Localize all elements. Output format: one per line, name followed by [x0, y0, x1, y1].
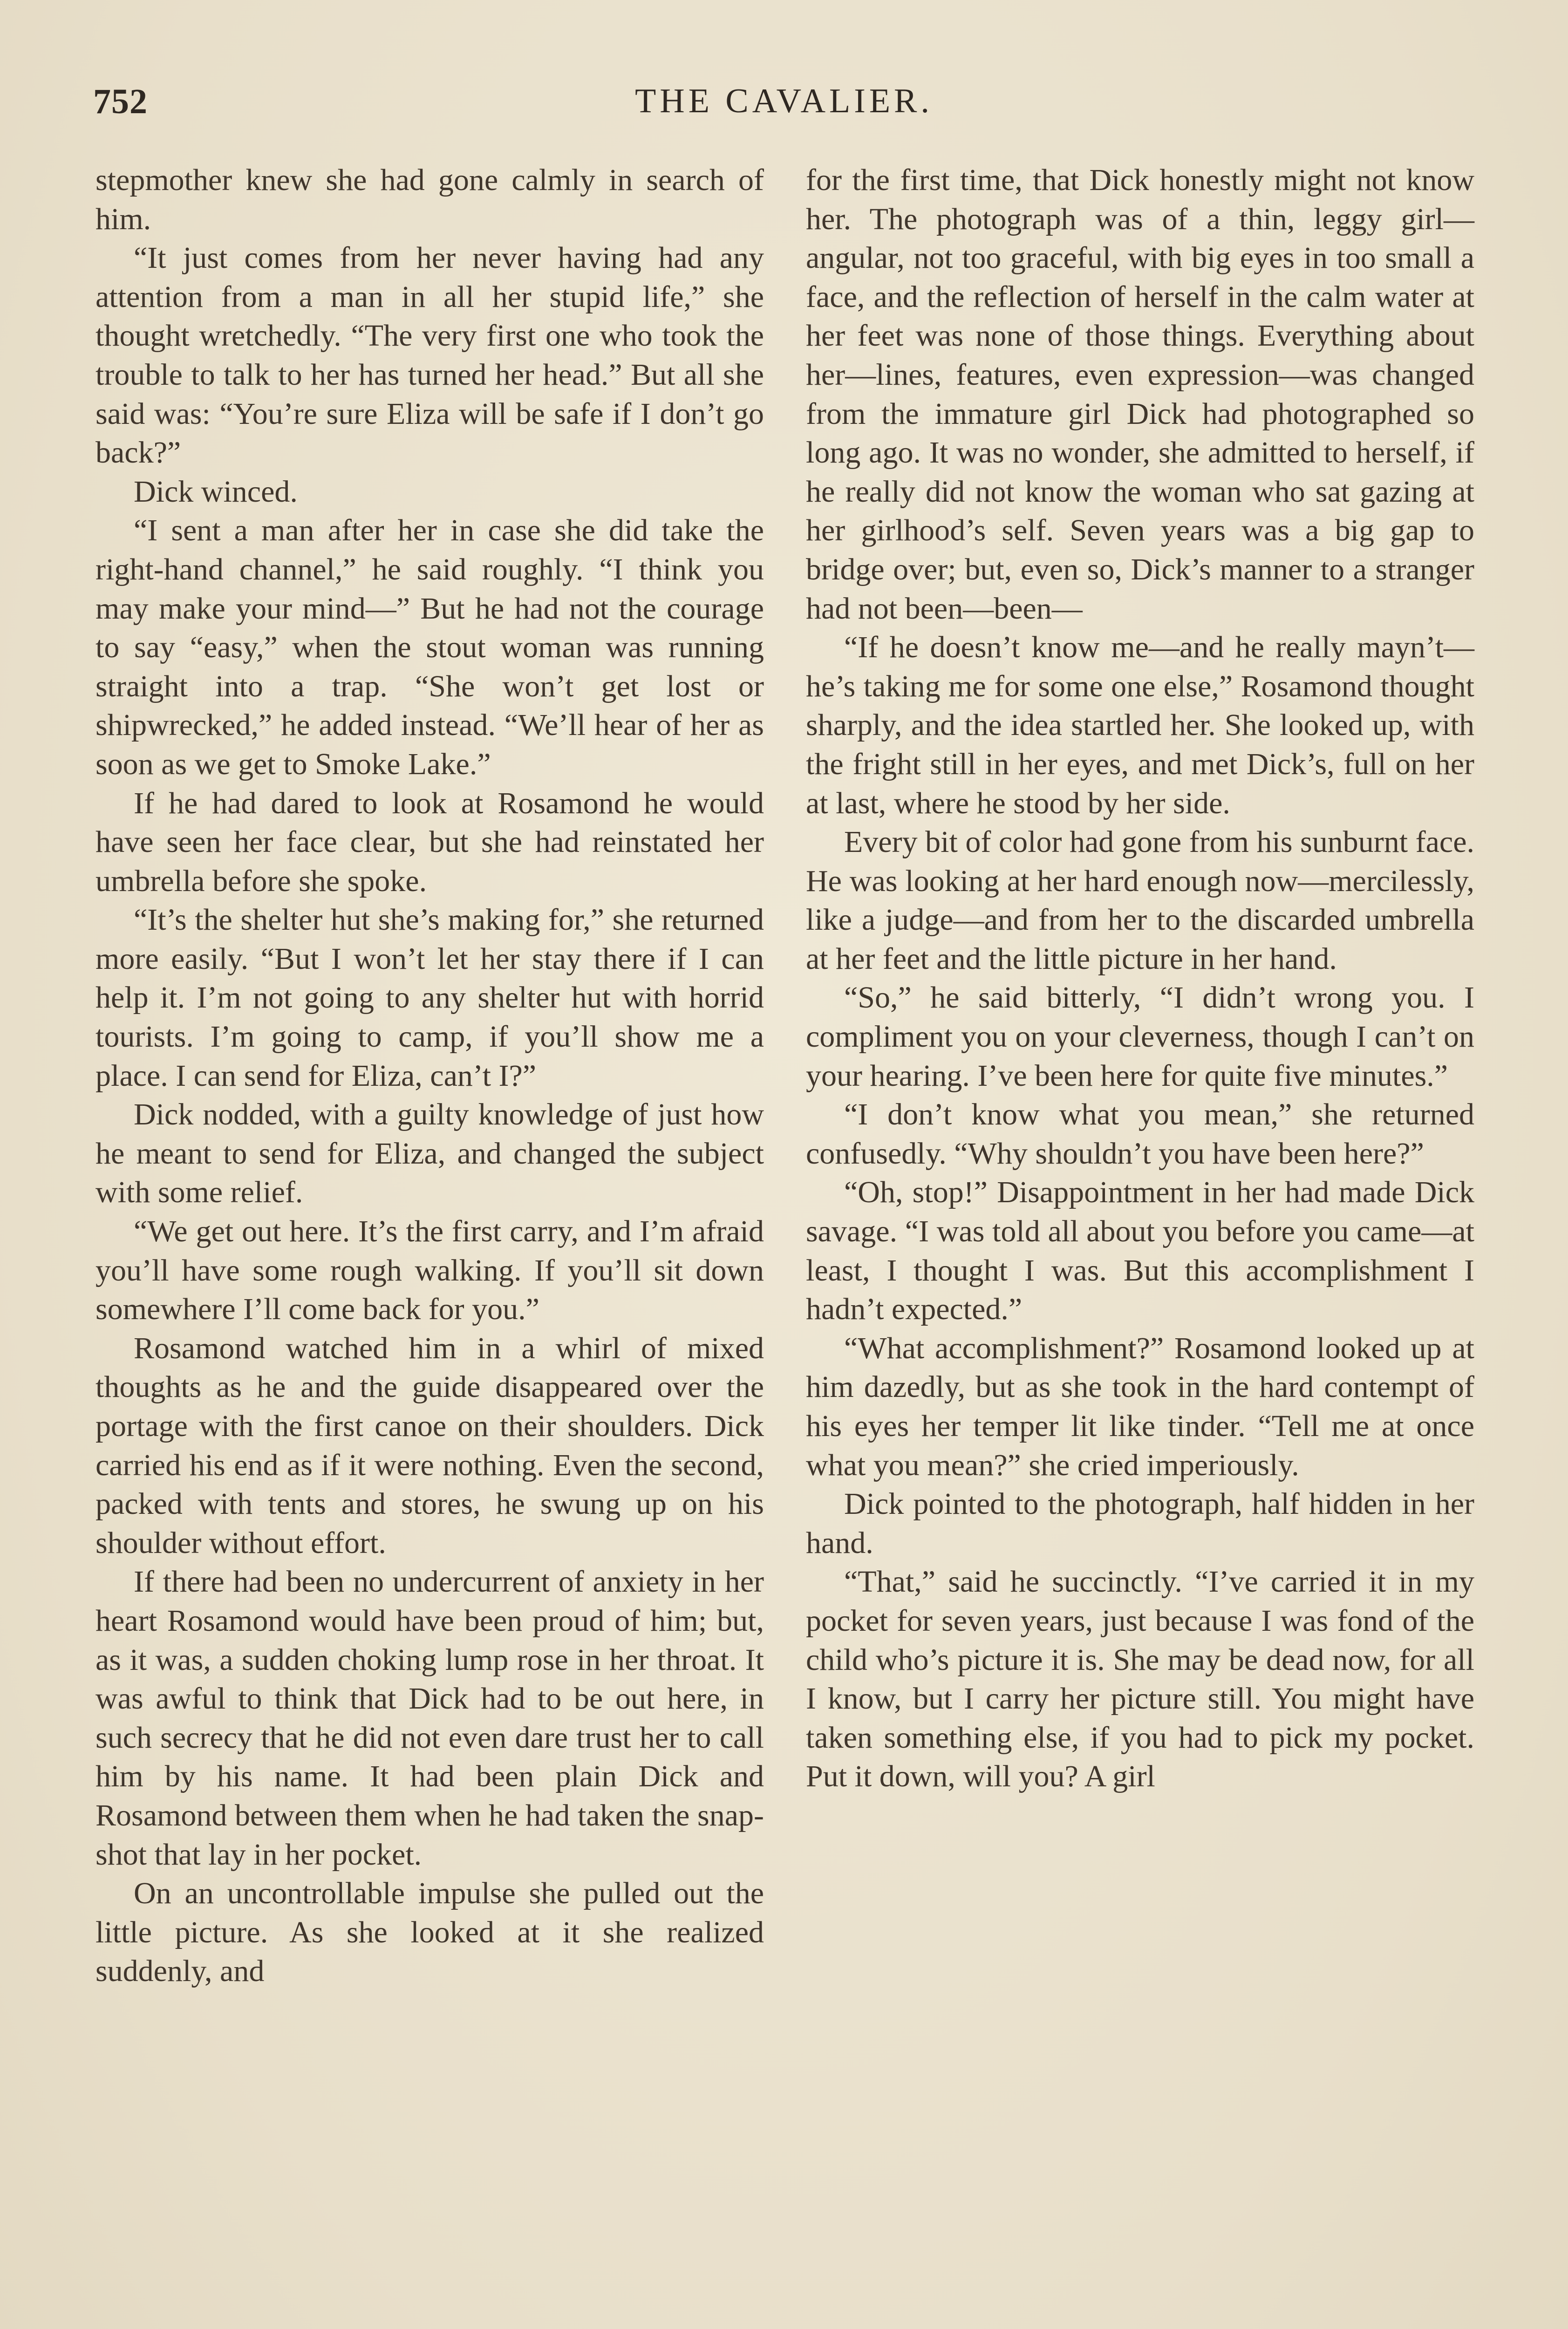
running-head: THE CAVALIER. [635, 82, 933, 120]
paragraph: “I sent a man after her in case she did take the right-hand channel,” he said roughly. “I think you may make your mind—” But he had not the courage to say “easy,” when the stout woman was running straight into a trap. “She won’t get lost or shipwrecked,” he added instead. “We’ll hear of her as soon as we get to Smoke Lake.” [95, 513, 764, 781]
paragraph: On an uncontrollable impulse she pulled out the little picture. As she looked at it she realized suddenly, and [95, 1876, 764, 1989]
paragraph: “What accomplishment?” Rosamond looked up at him dazedly, but as she took in the hard contempt of his eyes her temper lit like tinder. “Tell me at once what you mean?” she cried imperiously. [806, 1331, 1474, 1482]
right-column [806, 161, 1474, 1796]
paragraph: “It’s the shelter hut she’s making for,” she returned more easily. “But I won’t let her stay there if I can help it. I’m not going to any shelter hut with horrid tourists. I’m going to camp, if you’ll show me a place. I can send for Eliza, can’t I?” [95, 903, 764, 1093]
paragraph: Dick pointed to the photograph, half hidden in her hand. [806, 1487, 1474, 1560]
page-number: 752 [93, 82, 148, 121]
paragraph: stepmother knew she had gone calmly in search of him. [95, 163, 764, 236]
paragraph: Every bit of color had gone from his sunburnt face. He was looking at her hard enough now—mercilessly, like a judge—and from her to the discarded umbrella at her feet and the little picture in her hand. [806, 825, 1474, 976]
paragraph: Dick nodded, with a guilty knowledge of just how he meant to send for Eliza, and changed the subject with some relief. [95, 1097, 764, 1210]
paragraph: If there had been no undercurrent of anxiety in her heart Rosamond would have been proud of him; but, as it was, a sudden choking lump rose in her throat. It was awful to think that Dick had to be out here, in such secrecy that he did not even dare trust her to call him by his name. It had been plain Dick and Rosamond between them when he had taken the snap-shot that lay in her pocket. [95, 1565, 764, 1872]
left-column [95, 161, 764, 1991]
paragraph: “I don’t know what you mean,” she returned confusedly. “Why shouldn’t you have been here?” [806, 1097, 1474, 1171]
paragraph: “Oh, stop!” Disappointment in her had made Dick savage. “I was told all about you before you came—at least, I thought I was. But this accomplishment I hadn’t expected.” [806, 1175, 1474, 1327]
paragraph: “If he doesn’t know me—and he really mayn’t—he’s taking me for some one else,” Rosamond thought sharply, and the idea startled her. She looked up, with the fright still in her eyes, and met Dick’s, full on her at last, where he stood by her side. [806, 630, 1474, 820]
paragraph: Dick winced. [134, 474, 298, 509]
paragraph: Rosamond watched him in a whirl of mixed thoughts as he and the guide disappeared over the portage with the first canoe on their shoulders. Dick carried his end as if it were nothing. Even the second, packed with tents and stores, he swung up on his shoulder without effort. [95, 1331, 764, 1560]
paragraph: “We get out here. It’s the first carry, and I’m afraid you’ll have some rough walking. If you’ll sit down somewhere I’ll come back for you.” [95, 1214, 764, 1327]
paragraph: If he had dared to look at Rosamond he would have seen her face clear, but she had reinstated her umbrella before she spoke. [95, 786, 764, 898]
paragraph: “That,” said he succinctly. “I’ve carried it in my pocket for seven years, just because I was fond of the child who’s picture it is. She may be dead now, for all I know, but I carry her picture still. You might have taken something else, if you had to pick my pocket. Put it down, will you? A girl [806, 1565, 1474, 1794]
paragraph: “It just comes from her never having had any attention from a man in all her stupid life,” she thought wretchedly. “The very first one who took the trouble to talk to her has turned her head.” But all she said was: “You’re sure Eliza will be safe if I don’t go back?” [95, 241, 764, 470]
paragraph: “So,” he said bitterly, “I didn’t wrong you. I compliment you on your cleverness, though I can’t on your hearing. I’ve been here for quite five minutes.” [806, 981, 1474, 1093]
paragraph: for the first time, that Dick honestly might not know her. The photograph was of a thin, leggy girl—angular, not too graceful, with big eyes in too small a face, and the reflection of herself in the calm water at her feet was none of those things. Everything about her—lines, features, even expression—was changed from the immature girl Dick had photographed so long ago. It was no wonder, she admitted to herself, if he really did not know the woman who sat gazing at her girlhood’s self. Seven years was a big gap to bridge over; but, even so, Dick’s manner to a stranger had not been—been— [806, 163, 1474, 626]
page-header [93, 82, 1475, 133]
